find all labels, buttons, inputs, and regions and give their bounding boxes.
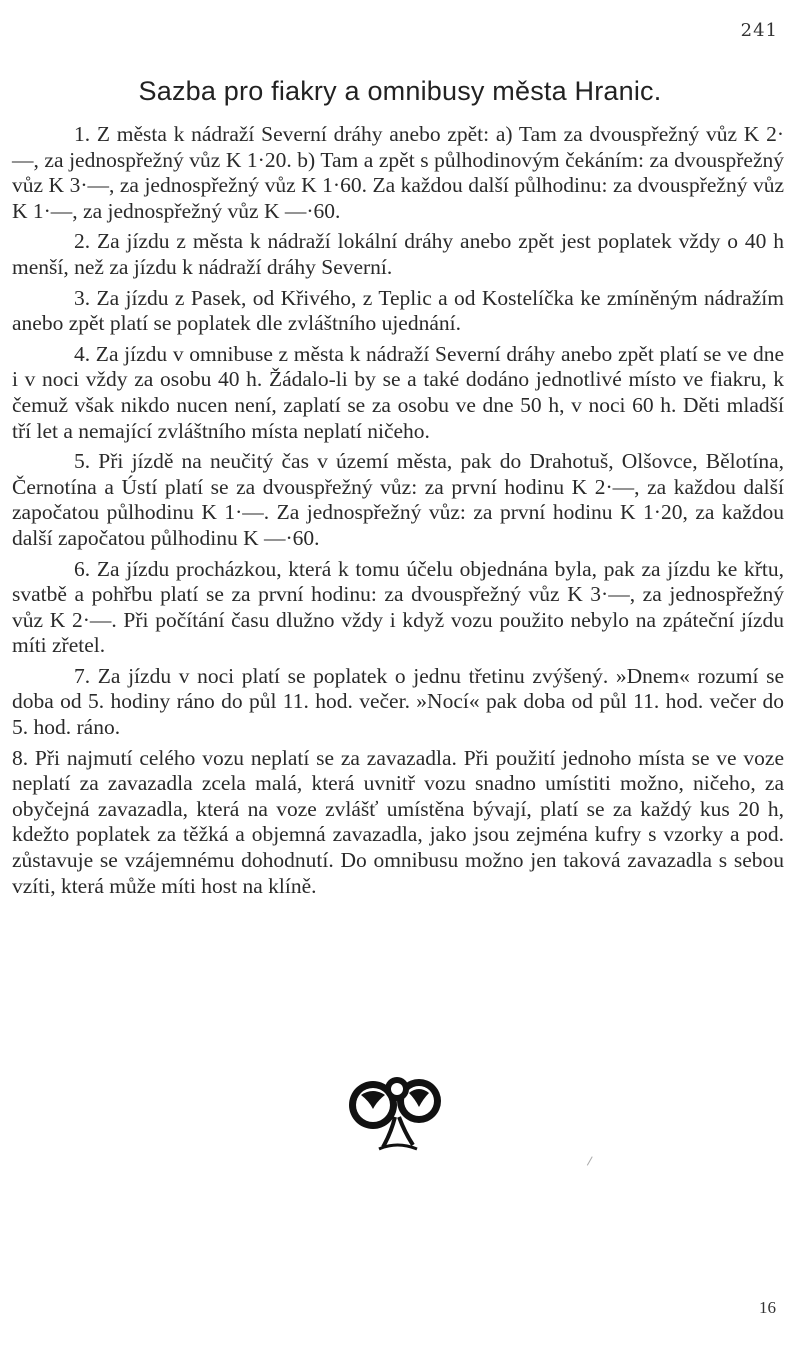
body-text <box>12 122 784 904</box>
floral-vignette-icon <box>335 1065 455 1155</box>
paragraph-2: 2. Za jízdu z města k nádraží lokální dráhy anebo zpět jest poplatek vždy o 40 h menší, než za jízdu k nádraží dráhy Severní. <box>12 229 784 279</box>
page-title: Sazba pro fiakry a omnibusy města Hranic. <box>138 76 662 106</box>
footer-number: 16 <box>759 1298 776 1317</box>
paragraph-6: 6. Za jízdu procházkou, která k tomu účelu objednána byla, pak za jízdu ke křtu, svatbě a pohřbu platí se za první hodinu: za dvouspřežný vůz K 3·—, za jednospřežný vůz K 2·—. Při počítání času dlužno vždy i když vozu použito nebylo na zpáteční jízdu míti zřetel. <box>12 556 784 658</box>
stray-pencil-mark <box>587 1156 596 1167</box>
paragraph-8: 8. Při najmutí celého vozu neplatí se za zavazadla. Při použití jednoho místa se ve voze neplatí za zavazadla zcela malá, která uvnitř vozu snadno umístiti možno, ničeho, za obyčejná zavazadla, která na voze zvlášť umístěna bývají, platí se za každý kus 20 h, kdežto poplatek za těžká a objemná zavazadla, jako jsou zejména kufry s vzorky a pod. zůstavuje se vzájemnému dohodnutí. Do omnibusu možno jen taková zavazadla s sebou vzíti, která může míti host na klíně. <box>12 745 784 898</box>
paragraph-5: 5. Při jízdě na neučitý čas v území města, pak do Drahotuš, Olšovce, Bělotína, Černotína a Ústí platí se za dvouspřežný vůz: za první hodinu K 2·—, za každou další započatou půlhodinu K 1·—. Za jednospřežný vůz: za první hodinu K 1·20, za každou další započatou půlhodinu K —·60. <box>12 449 784 550</box>
paragraph-4: 4. Za jízdu v omnibuse z města k nádraží Severní dráhy anebo zpět platí se ve dne i v noci vždy za osobu 40 h. Žádalo-li by se a také dodáno jednotlivé místo ve fiakru, k čemuž však nikdo nucen není, zaplatí se za osobu ve dne 50 h, v noci 60 h. Děti mladší tří let a nemající zvláštního místa neplatí ničeho. <box>12 341 784 443</box>
paragraph-3: 3. Za jízdu z Pasek, od Křivého, z Teplic a od Kostelíčka ke zmíněným nádražím anebo zpět platí se poplatek dle zvláštního ujednání. <box>12 285 784 336</box>
paragraph-7: 7. Za jízdu v noci platí se poplatek o jednu třetinu zvýšený. »Dnem« rozumí se doba od 5. hodiny ráno do půl 11. hod. večer. »Nocí« pak doba od půl 11. hod. večer do 5. hod. ráno. <box>12 663 784 740</box>
paragraph-1: 1. Z města k nádraží Severní dráhy anebo zpět: a) Tam za dvouspřežný vůz K 2·—, za jednospřežný vůz K 1·20. b) Tam a zpět s půlhodinovým čekáním: za dvouspřežný vůz K 3·—, za jednospřežný vůz K 1·60. Za každou další půlhodinu: za dvouspřežný vůz K 1·—, za jednospřežný vůz K —·60. <box>12 122 784 223</box>
page-number: 241 <box>740 20 778 41</box>
